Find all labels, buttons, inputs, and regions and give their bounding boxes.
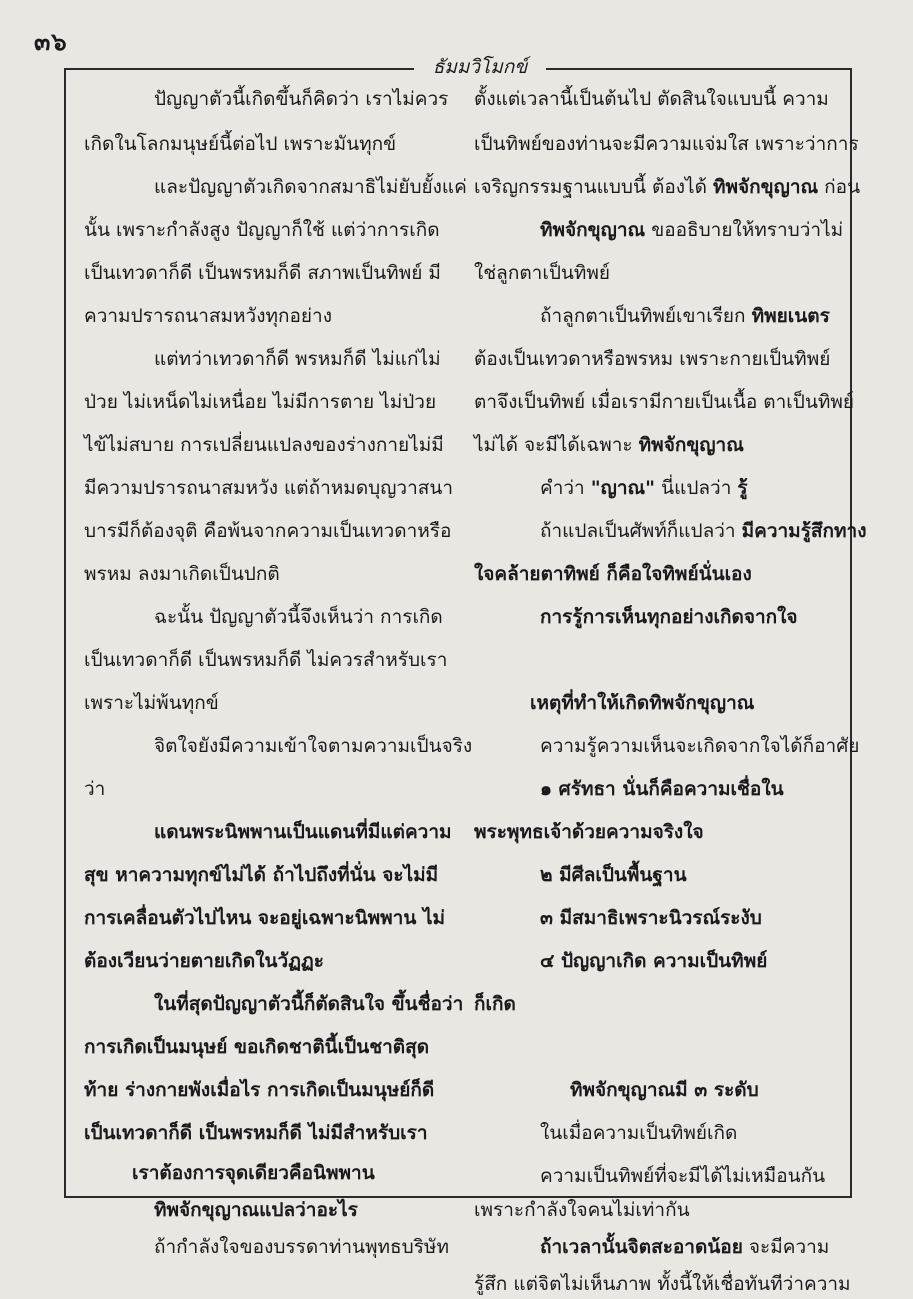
- text-line: ป่วย ไม่เหน็ดไม่เหนื่อย ไม่มีการตาย ไม่ป่วย: [84, 391, 437, 413]
- text-line: บารมีก็ต้องจุติ คือพ้นจากความเป็นเทวดาหรือ: [84, 520, 452, 542]
- text-line: พระพุทธเจ้าด้วยความจริงใจ: [474, 821, 704, 843]
- running-header-title: ธัมมวิโมกข์: [432, 56, 528, 78]
- text-segment: มีความรู้สึกทาง: [741, 520, 867, 542]
- text-line: นั้น เพราะกำลังสูง ปัญญาก็ใช้ แต่ว่าการเกิด: [84, 219, 440, 241]
- text-line: ใจคล้ายตาทิพย์ ก็คือใจทิพย์นั่นเอง: [474, 563, 752, 585]
- text-line: ไข้ไม่สบาย การเปลี่ยนแปลงของร่างกายไม่มี: [84, 434, 444, 456]
- text-segment: ทิพยเนตร: [751, 305, 830, 327]
- list-item: ๒ มีศีลเป็นพื้นฐาน: [540, 864, 687, 886]
- text-line: ใช่ลูกตาเป็นทิพย์: [474, 262, 611, 284]
- text-segment: รู้: [737, 477, 748, 499]
- text-line: ในเมื่อความเป็นทิพย์เกิด: [540, 1122, 738, 1144]
- text-line: เราต้องการจุดเดียวคือนิพพาน: [132, 1162, 375, 1184]
- text-line: แต่ทว่าเทวดาก็ดี พรหมก็ดี ไม่แก่ไม่: [154, 348, 441, 370]
- text-segment: ถ้าลูกตาเป็นทิพย์เขาเรียก: [540, 305, 752, 327]
- text-segment: ไม่ได้ จะมีได้เฉพาะ: [474, 434, 639, 456]
- text-line: เพราะไม่พ้นทุกข์: [84, 692, 219, 714]
- text-line: เป็นเทวดาก็ดี เป็นพรหมก็ดี ไม่ควรสำหรับเรา: [84, 649, 448, 671]
- text-line: [540, 301, 830, 331]
- text-line: เกิดในโลกมนุษย์นี้ต่อไป เพราะมันทุกข์: [84, 133, 397, 155]
- text-segment: ทิพจักขุญาณ: [540, 219, 646, 241]
- text-line: ฉะนั้น ปัญญาตัวนี้จึงเห็นว่า การเกิด: [154, 606, 443, 628]
- text-segment: คำว่า: [540, 477, 591, 499]
- text-segment: "ญาณ": [590, 477, 656, 499]
- text-line: การรู้การเห็นทุกอย่างเกิดจากใจ: [540, 606, 798, 628]
- text-segment: ก่อน: [818, 176, 861, 198]
- text-line: ๑ ศรัทธา นั่นก็คือความเชื่อใน: [540, 778, 784, 800]
- text-line: พรหม ลงมาเกิดเป็นปกติ: [84, 563, 280, 585]
- text-line: ก็เกิด: [474, 993, 516, 1015]
- text-line: [540, 1232, 829, 1262]
- text-line: การเคลื่อนตัวไปไหน จะอยู่เฉพาะนิพพาน ไม่: [84, 907, 446, 929]
- text-line: ปัญญาตัวนี้เกิดขึ้นก็คิดว่า เราไม่ควร: [154, 88, 449, 110]
- text-line: ความเป็นทิพย์ที่จะมีได้ไม่เหมือนกัน: [540, 1165, 826, 1187]
- text-line: ความปรารถนาสมหวังทุกอย่าง: [84, 305, 332, 327]
- text-line: ความรู้ความเห็นจะเกิดจากใจได้ก็อาศัย: [540, 735, 860, 757]
- text-line: และปัญญาตัวเกิดจากสมาธิไม่ยับยั้งแค่: [154, 176, 467, 198]
- list-item: ๔ ปัญญาเกิด ความเป็นทิพย์: [540, 950, 768, 972]
- text-line: เป็นทิพย์ของท่านจะมีความแจ่มใส เพราะว่าการ: [474, 133, 859, 155]
- text-line: เป็นเทวดาก็ดี เป็นพรหมก็ดี ไม่มีสำหรับเรา: [84, 1122, 428, 1144]
- text-line: จิตใจยังมีความเข้าใจตามความเป็นจริง: [154, 735, 473, 757]
- text-line: [540, 516, 866, 546]
- list-item: ๓ มีสมาธิเพราะนิวรณ์ระงับ: [540, 907, 762, 929]
- section-heading: เหตุที่ทำให้เกิดทิพจักขุญาณ: [530, 692, 755, 714]
- text-line: แดนพระนิพพานเป็นแดนที่มีแต่ความ: [154, 821, 452, 843]
- text-segment: จะมีความ: [742, 1236, 830, 1258]
- text-segment: ถ้าเวลานั้นจิตสะอาดน้อย: [540, 1236, 743, 1258]
- page-number: ๓๖: [34, 27, 68, 56]
- text-line: [474, 430, 744, 460]
- text-line: รู้สึก แต่จิตไม่เห็นภาพ ทั้งนี้ให้เชื่อทันทีว่าความ: [474, 1273, 851, 1295]
- text-line: [540, 473, 748, 503]
- section-heading: ทิพจักขุญาณแปลว่าอะไร: [154, 1199, 358, 1221]
- text-segment: เจริญกรรมฐานแบบนี้ ต้องได้: [474, 176, 713, 198]
- text-line: [474, 172, 860, 202]
- text-segment: ทิพจักขุญาณ: [638, 434, 744, 456]
- text-line: ตาจึงเป็นทิพย์ เมื่อเรามีกายเป็นเนื้อ ตาเป็นทิพย์: [474, 391, 855, 413]
- section-heading: ทิพจักขุญาณมี ๓ ระดับ: [570, 1079, 759, 1101]
- text-line: สุข หาความทุกข์ไม่ได้ ถ้าไปถึงที่นั่น จะไม่มี: [84, 864, 439, 886]
- text-line: การเกิดเป็นมนุษย์ ขอเกิดชาตินี้เป็นชาติสุด: [84, 1036, 430, 1058]
- text-segment: ถ้าแปลเป็นศัพท์ก็แปลว่า: [540, 520, 742, 542]
- text-segment: ทิพจักขุญาณ: [712, 176, 819, 198]
- text-line: มีความปรารถนาสมหวัง แต่ถ้าหมดบุญวาสนา: [84, 477, 454, 499]
- text-line: ถ้ากำลังใจของบรรดาท่านพุทธบริษัท: [154, 1236, 449, 1258]
- text-segment: นี่แปลว่า: [655, 477, 738, 499]
- text-line: ในที่สุดปัญญาตัวนี้ก็ตัดสินใจ ขึ้นชื่อว่า: [154, 993, 464, 1015]
- text-segment: ขออธิบายให้ทราบว่าไม่: [645, 219, 844, 241]
- text-line: ท้าย ร่างกายพังเมื่อไร การเกิดเป็นมนุษย์ก็ดี: [84, 1079, 435, 1101]
- text-line: ต้องเป็นเทวดาหรือพรหม เพราะกายเป็นทิพย์: [474, 348, 831, 370]
- text-line: ต้องเวียนว่ายตายเกิดในวัฏฏะ: [84, 950, 324, 972]
- text-line: [540, 215, 843, 245]
- text-line: เพราะกำลังใจคนไม่เท่ากัน: [474, 1199, 690, 1221]
- text-line: ว่า: [84, 778, 106, 800]
- text-line: ตั้งแต่เวลานี้เป็นต้นไป ตัดสินใจแบบนี้ ความ: [474, 88, 829, 110]
- text-line: เป็นเทวดาก็ดี เป็นพรหมก็ดี สภาพเป็นทิพย์ มี: [84, 262, 441, 284]
